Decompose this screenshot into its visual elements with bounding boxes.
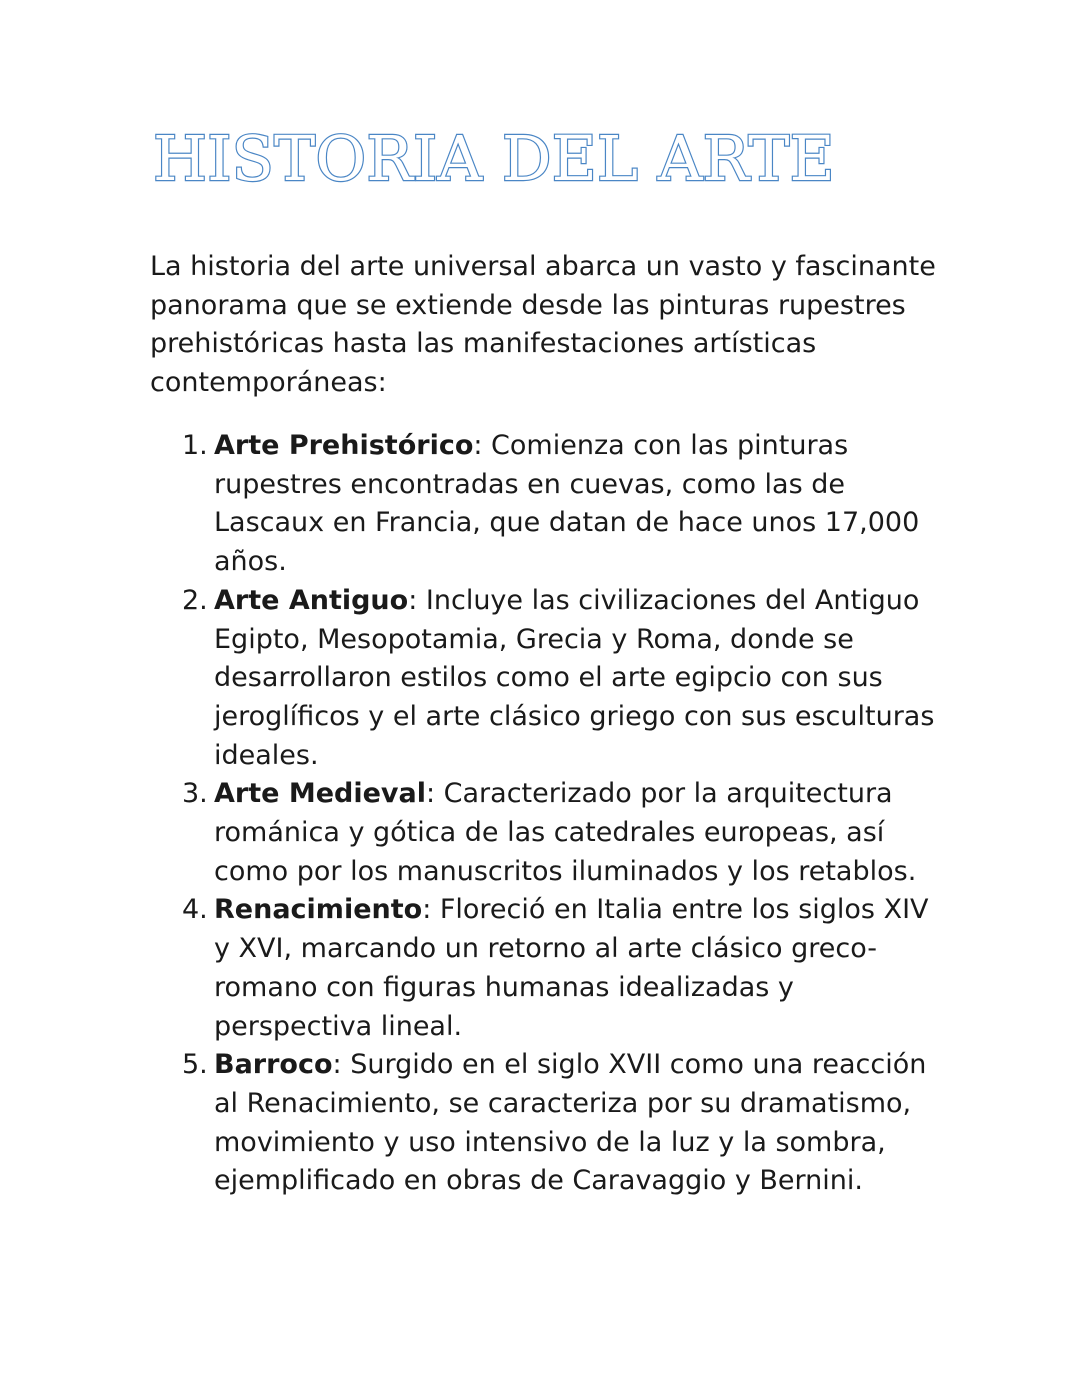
list-item-text: : Incluye las civilizaciones del Antiguo Egipto, Mesopotamia, Grecia y Roma, donde se desarrollaron estilos como el arte egipcio con sus jeroglíficos y el arte clásico griego con sus esculturas ideales. — [214, 584, 935, 771]
art-periods-list — [150, 427, 950, 1201]
list-item-term: Arte Prehistórico — [214, 430, 474, 461]
list-item-term: Arte Medieval — [214, 778, 426, 810]
list-item-number: 5. — [182, 1049, 208, 1081]
list-item-text: : Floreció en Italia entre los siglos XIV y XVI, marcando un retorno al arte clásico greco-romano con figuras humanas idealizadas y perspectiva lineal. — [214, 894, 929, 1042]
list-item-text: : Comienza con las pinturas rupestres encontradas en cuevas, como las de Lascaux en Francia, que datan de hace unos 17,000 años. — [214, 430, 920, 578]
list-item-text: : Caracterizado por la arquitectura románica y gótica de las catedrales europeas, así como por los manuscritos iluminados y los retablos. — [214, 778, 917, 887]
list-item-number: 1. — [182, 430, 208, 461]
list-item-term: Barroco — [214, 1049, 333, 1081]
list-item-number: 2. — [182, 584, 208, 616]
list-item — [150, 427, 950, 582]
list-item-number: 4. — [182, 894, 208, 926]
intro-paragraph: La historia del arte universal abarca un vasto y fascinante panorama que se extiende desde las pinturas rupestres prehistóricas hasta las manifestaciones artísticas contemporáneas: — [150, 251, 936, 399]
list-item — [150, 1046, 950, 1201]
list-item-number: 3. — [182, 778, 208, 810]
list-item-text: : Surgido en el siglo XVII como una reacción al Renacimiento, se caracteriza por su dramatismo, movimiento y uso intensivo de la luz y la sombra, ejemplificado en obras de Caravaggio y Bernini. — [214, 1049, 927, 1197]
page-title: HISTORIA DEL ARTE — [153, 122, 835, 195]
list-item-term: Arte Antiguo — [214, 584, 409, 616]
list-item — [150, 582, 950, 776]
list-item — [150, 775, 950, 891]
list-item-term: Renacimiento — [214, 894, 423, 926]
list-item — [150, 891, 950, 1046]
